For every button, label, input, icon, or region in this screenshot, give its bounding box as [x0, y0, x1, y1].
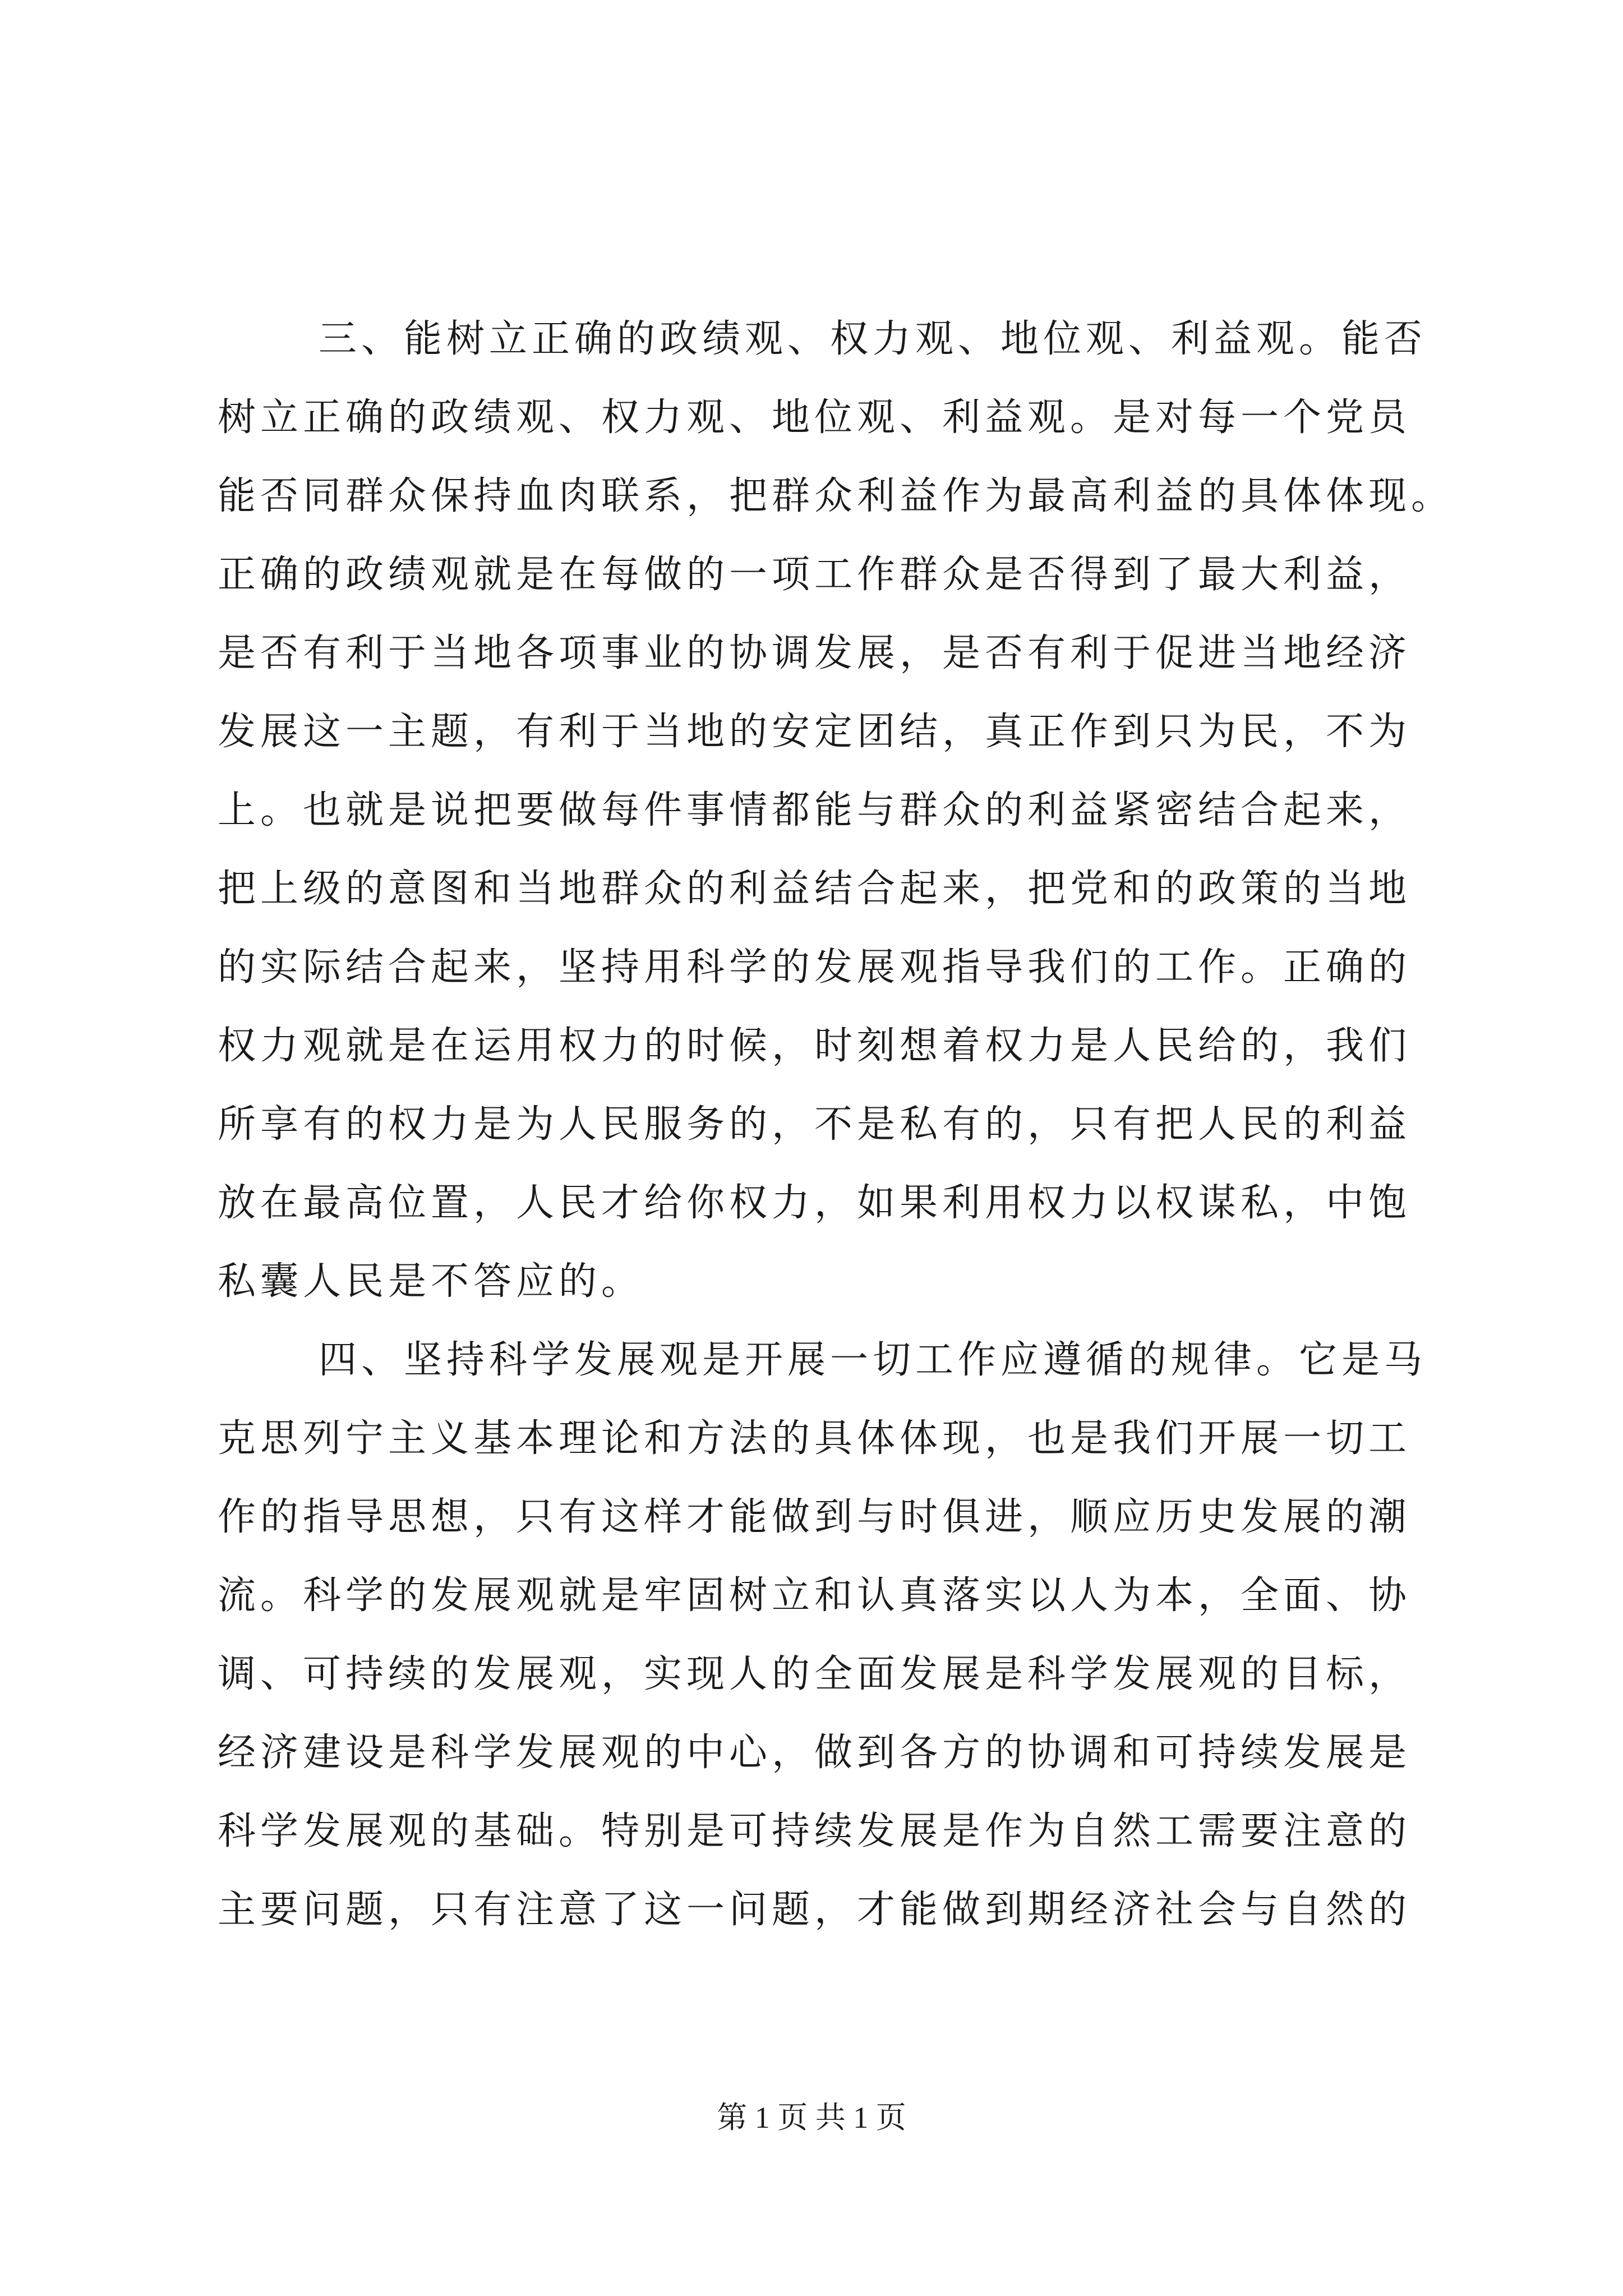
paragraph-line: 能否同群众保持血肉联系，把群众利益作为最高利益的具体体现。: [218, 474, 1454, 518]
paragraph-line: 的实际结合起来，坚持用科学的发展观指导我们的工作。正确的: [218, 945, 1412, 990]
paragraph-line: 正确的政绩观就是在每做的一项工作群众是否得到了最大利益，: [218, 553, 1412, 597]
paragraph-line: 发展这一主题，有利于当地的安定团结，真正作到只为民，不为: [218, 710, 1412, 754]
paragraph-line: 科学发展观的基础。特别是可持续发展是作为自然工需要注意的: [218, 1809, 1412, 1853]
paragraph-line: 流。科学的发展观就是牢固树立和认真落实以人为本，全面、协: [218, 1573, 1412, 1618]
paragraph-line: 四、坚持科学发展观是开展一切工作应遵循的规律。它是马: [319, 1338, 1427, 1382]
paragraph-line: 放在最高位置，人民才给你权力，如果利用权力以权谋私，中饱: [218, 1181, 1412, 1225]
page-footer: 第 1 页 共 1 页: [717, 2101, 906, 2134]
paragraph-line: 三、能树立正确的政绩观、权力观、地位观、利益观。能否: [319, 317, 1427, 361]
paragraph-line: 上。也就是说把要做每件事情都能与群众的利益紧密结合起来，: [218, 788, 1412, 832]
paragraph-line: 克思列宁主义基本理论和方法的具体体现，也是我们开展一切工: [218, 1416, 1412, 1461]
paragraph-line: 作的指导思想，只有这样才能做到与时俱进，顺应历史发展的潮: [218, 1495, 1412, 1539]
paragraph-line: 私囊人民是不答应的。: [218, 1259, 644, 1304]
paragraph-line: 主要问题，只有注意了这一问题，才能做到期经济社会与自然的: [218, 1888, 1412, 1932]
paragraph-line: 是否有利于当地各项事业的协调发展，是否有利于促进当地经济: [218, 631, 1412, 675]
paragraph-line: 调、可持续的发展观，实现人的全面发展是科学发展观的目标，: [218, 1652, 1412, 1696]
paragraph-line: 权力观就是在运用权力的时候，时刻想着权力是人民给的，我们: [218, 1024, 1412, 1068]
paragraph-line: 所享有的权力是为人民服务的，不是私有的，只有把人民的利益: [218, 1102, 1412, 1147]
paragraph-line: 树立正确的政绩观、权力观、地位观、利益观。是对每一个党员: [218, 395, 1412, 440]
paragraph-line: 经济建设是科学发展观的中心，做到各方的协调和可持续发展是: [218, 1731, 1412, 1775]
paragraph-line: 把上级的意图和当地群众的利益结合起来，把党和的政策的当地: [218, 867, 1412, 911]
